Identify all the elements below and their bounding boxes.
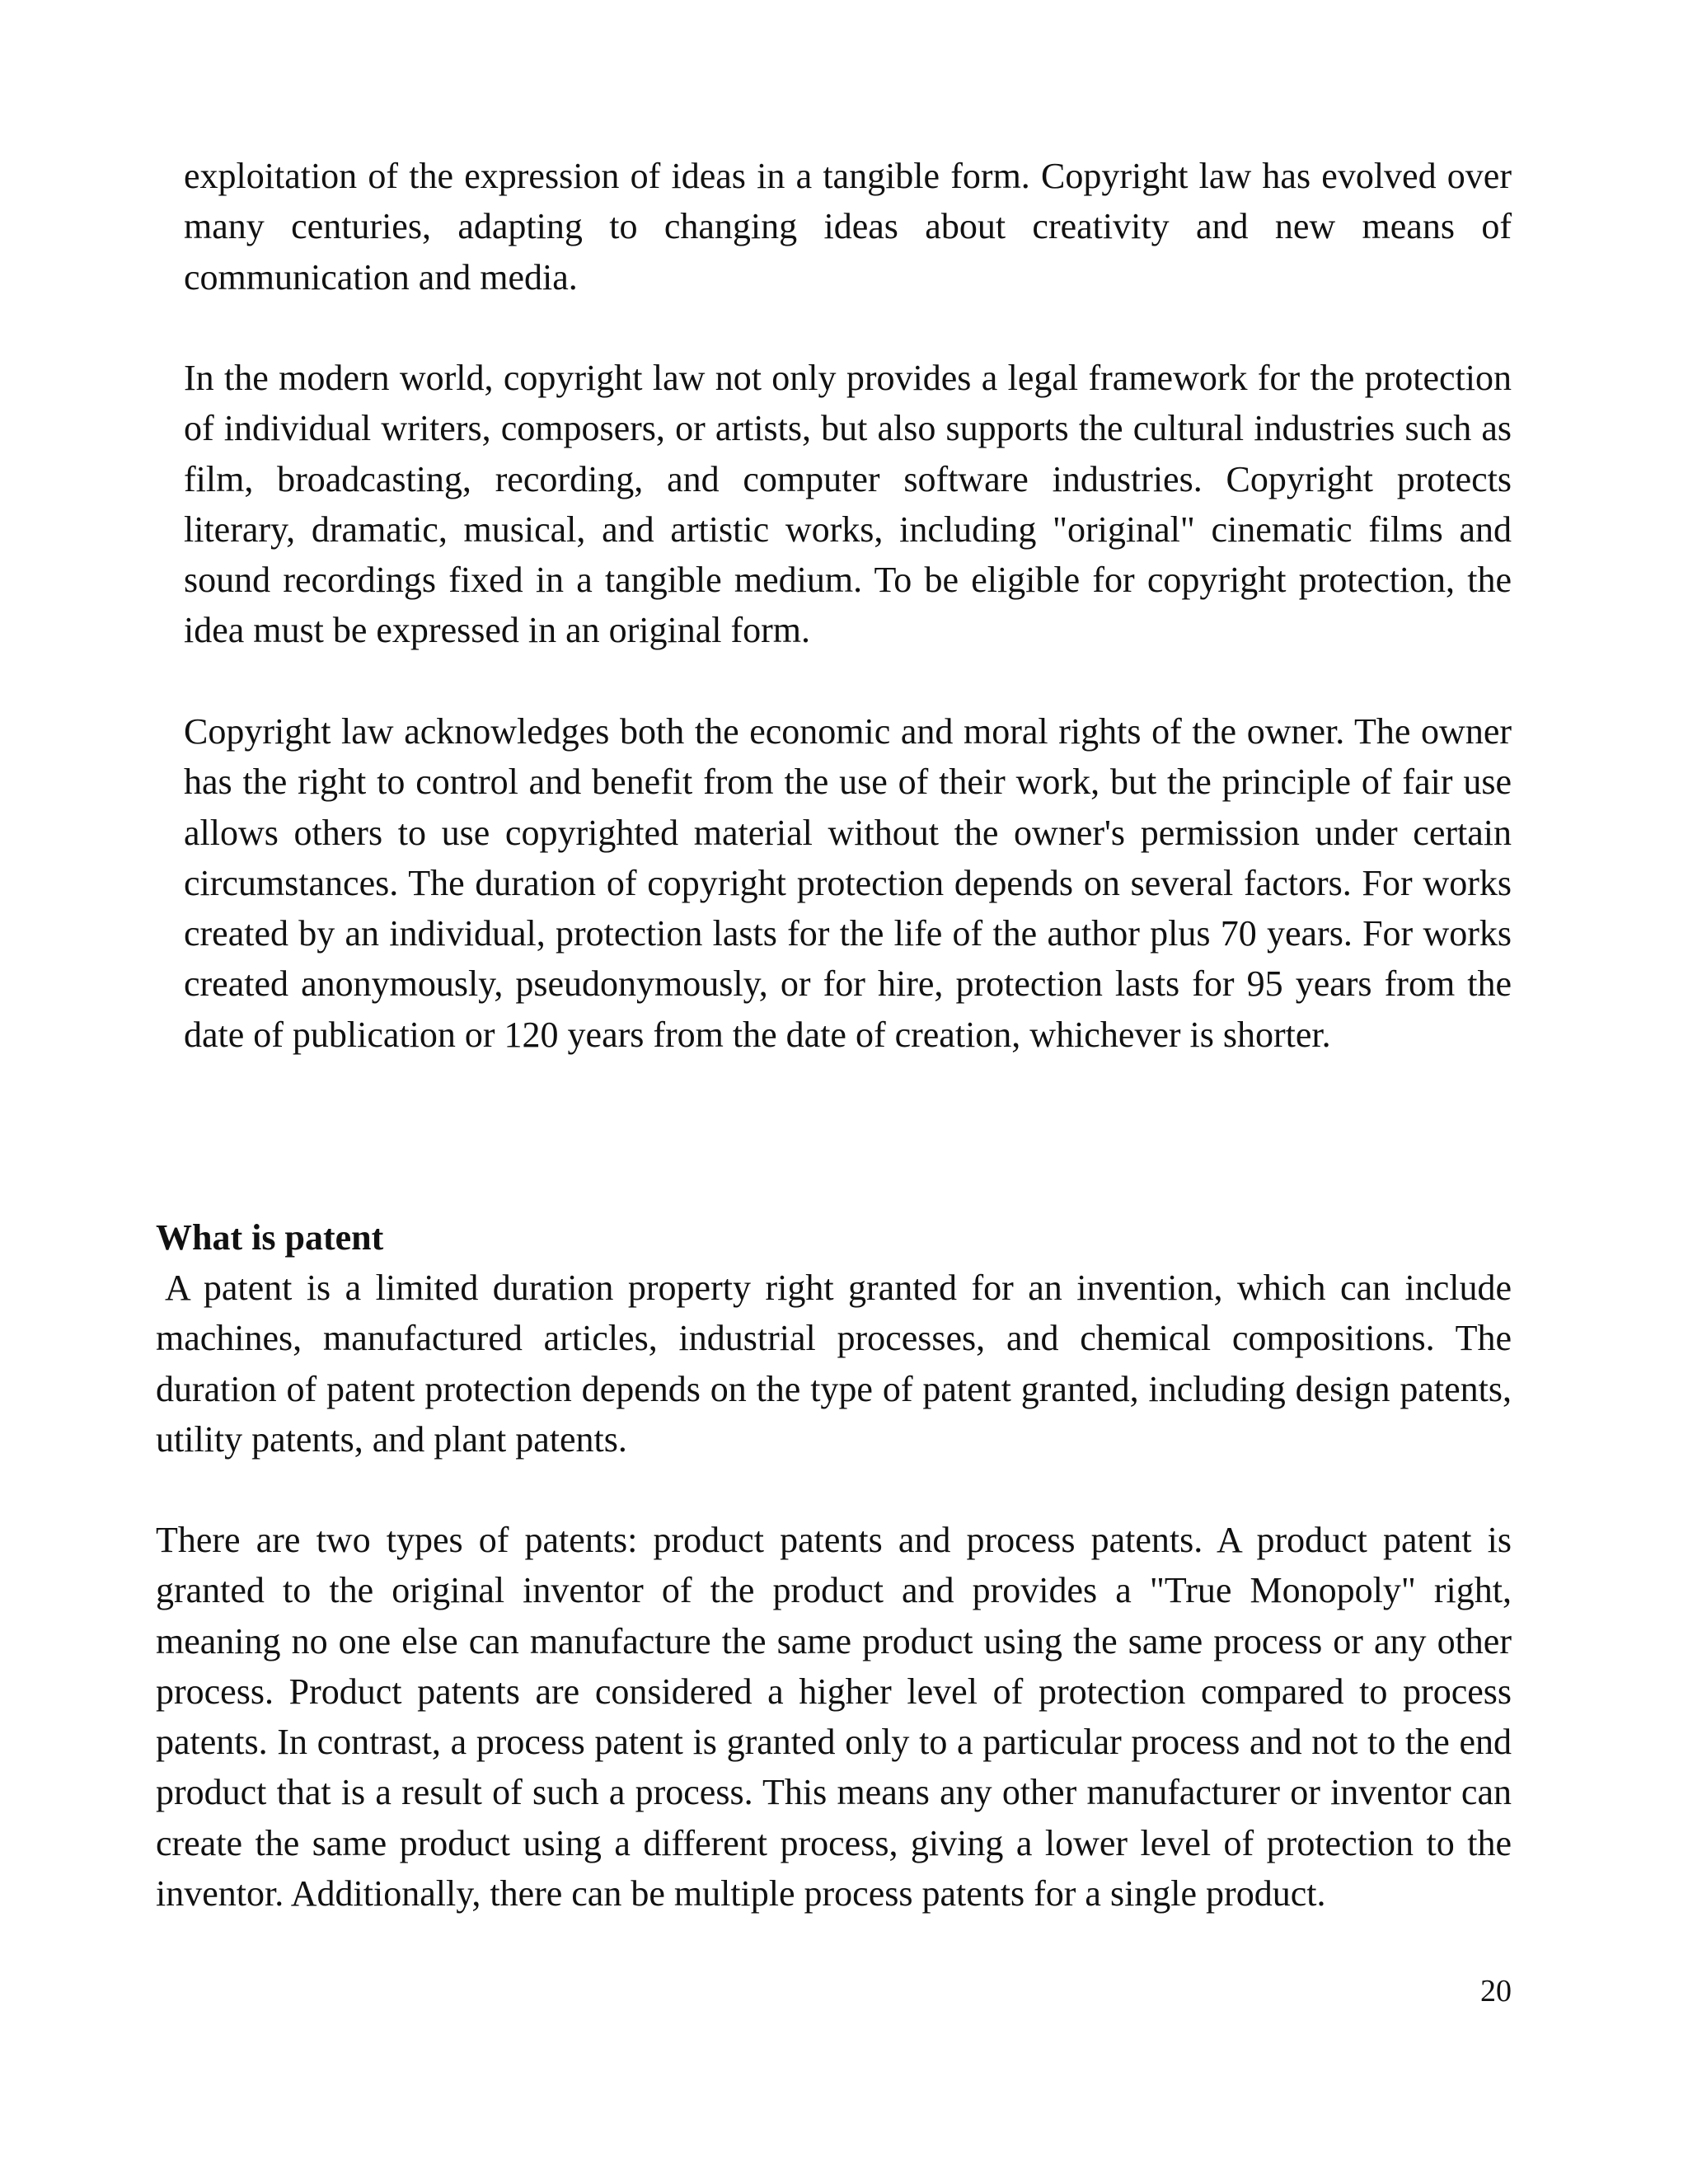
patent-heading: What is patent [156, 1217, 384, 1258]
copyright-paragraph-2: In the modern world, copyright law not only provides a legal framework for the protection of individual writers, composers, or artists, but also supports the cultural industries such as film, broadcasting, recording, and computer software industries. Copyright protects literary, dramatic, musical, and artistic works, including "original" cinematic films and sound recordings fixed in a tangible medium. To be eligible for copyright protection, the idea must be expressed in an original form. [184, 358, 1512, 651]
patent-paragraph-2: There are two types of patents: product patents and process patents. A product patent is granted to the original inventor of the product and provides a "True Monopoly" right, meaning no one else can manufacture the same product using the same process or any other process. Product patents are considered a higher level of protection compared to process patents. In contrast, a process patent is granted only to a particular process and not to the end product that is a result of such a process. This means any other manufacturer or inventor can create the same product using a different process, giving a lower level of protection to the inventor. Additionally, there can be multiple process patents for a single product. [156, 1520, 1512, 1915]
copyright-paragraph-3: Copyright law acknowledges both the economic and moral rights of the owner. The owner has the right to control and benefit from the use of their work, but the principle of fair use allows others to use copyrighted material without the owner's permission under certain circumstances. The duration of copyright protection depends on several factors. For works created by an individual, protection lasts for the life of the author plus 70 years. For works created anonymously, pseudonymously, or for hire, protection lasts for 95 years from the date of publication or 120 years from the date of creation, whichever is shorter. [184, 711, 1512, 1055]
patent-paragraph-1: A patent is a limited duration property right granted for an invention, which can include machines, manufactured articles, industrial processes, and chemical compositions. The duration of patent protection depends on the type of patent granted, including design patents, utility patents, and plant patents. [156, 1268, 1512, 1460]
copyright-paragraph-1: exploitation of the expression of ideas in a tangible form. Copyright law has evolved over many centuries, adapting to changing ideas about creativity and new means of communication and media. [184, 156, 1512, 298]
page-number: 20 [1480, 1974, 1512, 2008]
